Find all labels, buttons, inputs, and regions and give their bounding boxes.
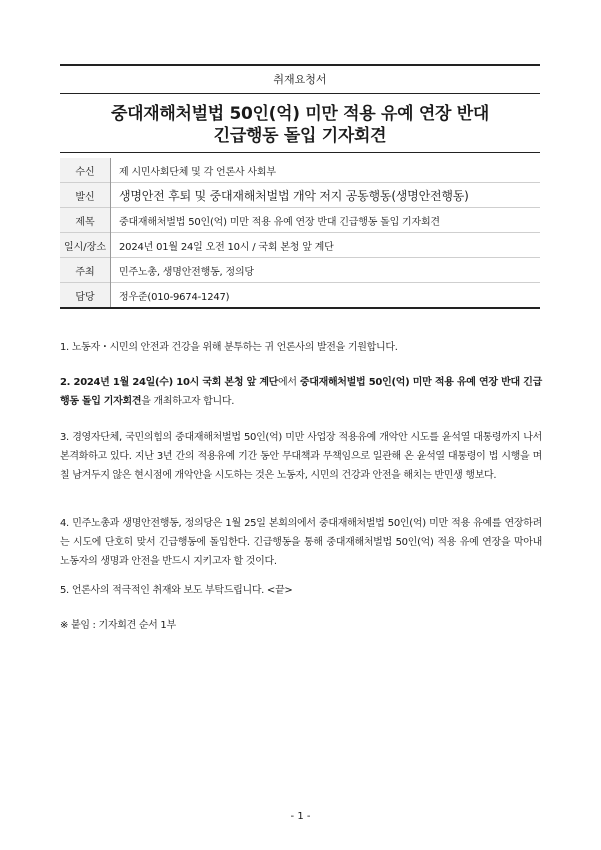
- paragraph-2-tail: 을 개최하고자 합니다.: [141, 396, 235, 407]
- info-value: 2024년 01월 24일 오전 10시 / 국회 본청 앞 계단: [119, 241, 334, 253]
- title-line-1: 중대재해처벌법 50인(억) 미만 적용 유예 연장 반대: [110, 104, 490, 124]
- info-row-recipient: [60, 158, 540, 183]
- info-value: 정우준(010-9674-1247): [119, 291, 230, 303]
- info-row-datetime-place: [60, 233, 540, 258]
- page-number: - 1 -: [290, 811, 311, 822]
- paragraph-1: 1. 노동자・시민의 안전과 건강을 위해 분투하는 귀 언론사의 발전을 기원합니다.: [60, 342, 398, 353]
- info-row-host: [60, 258, 540, 283]
- paragraph-5: 5. 언론사의 적극적인 취재와 보도 부탁드립니다. <끝>: [60, 585, 293, 596]
- info-value: 생명안전 후퇴 및 중대재해처벌법 개악 저지 공동행동(생명안전행동): [119, 188, 469, 203]
- header-divider: [60, 93, 540, 94]
- info-key: 제목: [60, 208, 111, 233]
- paragraph-2-event: 중대재해처벌법 50인(억) 미만 적용 유예 연장 반대 긴급행동 돌입 기자회견: [60, 377, 542, 407]
- title-line-2: 긴급행동 돌입 기자회견: [213, 126, 387, 146]
- paragraph-2-datetime: 2. 2024년 1월 24일(수) 10시 국회 본청 앞 계단: [60, 377, 279, 388]
- info-value: 중대재해처벌법 50인(억) 미만 적용 유예 연장 반대 긴급행동 돌입 기자회견: [119, 216, 440, 228]
- info-table: [60, 158, 540, 309]
- attachment-note: ※ 붙임 : 기자회견 순서 1부: [60, 620, 176, 631]
- title-divider: [60, 152, 540, 153]
- info-key: 일시/장소: [60, 233, 111, 258]
- info-row-subject: [60, 208, 540, 233]
- document-type-label: 취재요청서: [273, 73, 327, 86]
- paragraph-3: 3. 경영자단체, 국민의힘의 중대재해처벌법 50인(억) 미만 사업장 적용유예 개악안 시도를 윤석열 대통령까지 나서 본격화하고 있다. 지난 3년 간의 적용유예 기간 동안 무대책과 무책임으로 일관해 온 윤석열 대통령이 법 시행을 며칠 남겨두지 않은 현시점에 개악안을 시도하는 것은 노동자, 시민의 건강과 안전을 해치는 반민생 행보다.: [60, 432, 542, 481]
- document-title: [60, 103, 540, 147]
- info-value: 제 시민사회단체 및 각 언론사 사회부: [119, 166, 276, 178]
- info-key: 발신: [60, 183, 111, 208]
- info-key: 수신: [60, 158, 111, 183]
- paragraph-2: [60, 373, 542, 411]
- info-key: 주최: [60, 258, 111, 283]
- top-divider: [60, 64, 540, 66]
- info-row-sender: [60, 183, 540, 208]
- paragraph-4: 4. 민주노총과 생명안전행동, 정의당은 1월 25일 본회의에서 중대재해처벌법 50인(억) 미만 적용 유예를 연장하려는 시도에 단호히 맞서 긴급행동에 돌입한다. 긴급행동을 통해 중대재해처벌법 50인(억) 적용 유예 연장을 막아내 노동자의 생명과 안전을 반드시 지키고자 할 것이다.: [60, 518, 542, 567]
- info-value: 민주노총, 생명안전행동, 정의당: [119, 266, 254, 278]
- info-key: 담당: [60, 283, 111, 309]
- info-row-contact: [60, 283, 540, 309]
- paragraph-2-connector: 에서: [278, 377, 300, 388]
